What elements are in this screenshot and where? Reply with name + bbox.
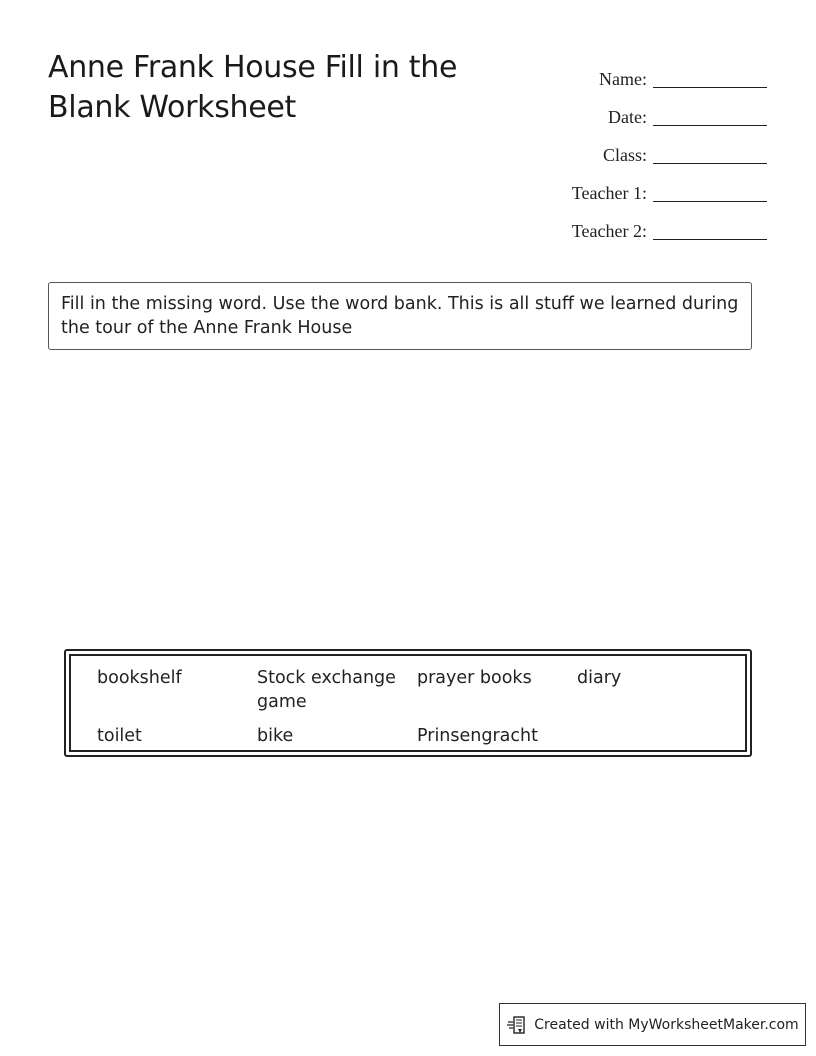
name-field — [527, 52, 767, 90]
date-blank-line — [653, 111, 767, 126]
teacher-2-field — [527, 204, 767, 242]
word-bank-item: Prinsengracht — [417, 726, 538, 746]
word-bank-grid — [97, 666, 737, 748]
date-field — [527, 90, 767, 128]
word-bank — [64, 649, 752, 757]
name-label: Name: — [599, 69, 647, 89]
word-bank-item: bookshelf — [97, 668, 182, 688]
teacher-2-blank-line — [653, 225, 767, 240]
teacher-2-label: Teacher 2: — [571, 221, 647, 241]
teacher-1-field — [527, 166, 767, 204]
footer-credit[interactable] — [499, 1003, 806, 1046]
footer-text: Created with MyWorksheetMaker.com — [534, 1016, 799, 1033]
word-bank-item: diary — [577, 668, 622, 688]
instructions-text: Fill in the missing word. Use the word bank. This is all stuff we learned during the tour of the Anne Frank House — [61, 294, 739, 338]
word-bank-item: Stock exchange game — [257, 668, 396, 712]
class-blank-line — [653, 149, 767, 164]
date-label: Date: — [608, 107, 647, 127]
word-bank-item: toilet — [97, 726, 142, 746]
instructions-box — [48, 282, 752, 350]
worksheet-title: Anne Frank House Fill in the Blank Worksheet — [48, 50, 458, 125]
class-field — [527, 128, 767, 166]
teacher-1-blank-line — [653, 187, 767, 202]
word-bank-inner-border — [69, 654, 747, 752]
student-info-fields — [527, 52, 767, 242]
class-label: Class: — [602, 145, 647, 165]
teacher-1-label: Teacher 1: — [571, 183, 647, 203]
word-bank-item: prayer books — [417, 668, 532, 688]
word-bank-item: bike — [257, 726, 294, 746]
name-blank-line — [653, 73, 767, 88]
book-icon — [506, 1014, 528, 1036]
